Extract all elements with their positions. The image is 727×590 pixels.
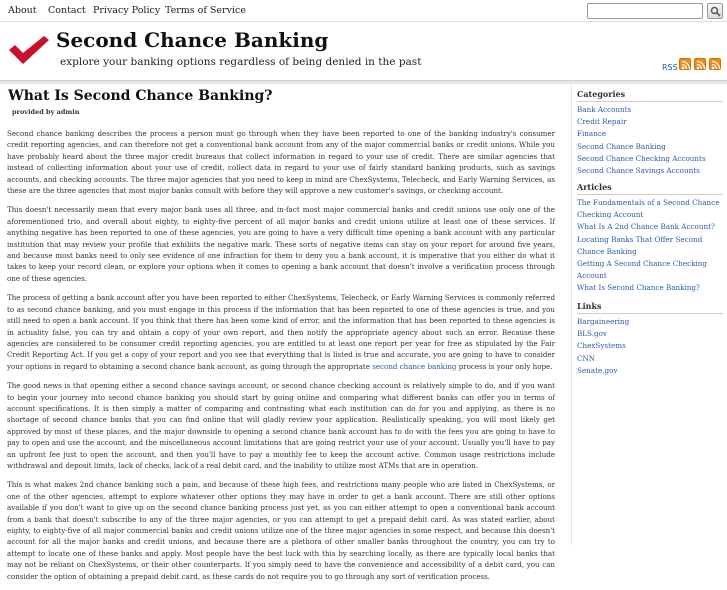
category-link[interactable]: Credit Repair [577,117,627,127]
post-paragraph: The good news is that opening either a second chance savings account, or second chance checking account is relatively simple to do, and if you want to begin your journey into second chance banking you should start by going online and comparing what different banks can offer you in terms of account specifications. It is then simply a matter of comparing and contrasting what each institution can do for you and applying, as there is no shortage of second chance banks that you can find online that will gladly review your application. Realistically speaking, you will most likely get approved by most of these places, and the major downside to opening a second chance bank account has to do with the fees you are going to have to pay to open and use the account, and the miscellaneous account limitations that are going restrict your use of your account. Usually you'll have to pay an upfront fee just to open the account, and then you'll have to pay a monthly fee to keep the account active. Common usage restrictions include withdrawal and deposit limits, lack of checks, lack of a real debit card, and the inability to utilize most ATMs that are in operation. [7,381,555,470]
site-tagline: explore your banking options regardless of being denied in the past [60,56,422,68]
post-meta-prefix: provided by [12,108,55,116]
blogroll-link[interactable]: ChexSystems [577,341,626,351]
articles-heading: Articles [577,182,723,195]
categories-widget [577,89,723,177]
rss-label[interactable]: RSS [662,63,678,72]
main-content [0,84,565,581]
blogroll-link[interactable]: Senate.gov [577,365,618,375]
article-link[interactable]: What Is A 2nd Chance Bank Account? [577,222,715,232]
nav-link-terms-of-service[interactable]: Terms of Service [165,5,246,16]
site-title[interactable]: Second Chance Banking [56,28,329,52]
category-link[interactable]: Finance [577,129,607,139]
checkmark-icon[interactable] [8,35,50,65]
top-nav [0,0,727,22]
site-header [0,22,727,76]
category-link[interactable]: Bank Accounts [577,105,632,114]
rss-comments-icon[interactable] [694,58,706,70]
post-paragraph [7,292,555,372]
post-paragraph: Second chance banking describes the process a person must go through when they have been reported to one of the banking industry's consumer credit reporting agencies, and can therefore not get a conventional bank account from any of the major commercial banks or credit unions. While you have probably heard about the three major credit bureaus that collect information in regard to your use of credit. There are similar agencies that instead of collecting information about your use of credit, collect data in regard to your use of fairly standard banking products, such as savings accounts, and checking accounts. The three major agencies that you need to keep in mind are ChexSystems, Telecheck, and Early Warning Services, as these are the three agencies that most major banks consult with before they will approve a new customer's savings, or checking account. [7,129,555,196]
rss-email-icon[interactable] [709,58,721,70]
search-icon [710,6,721,17]
post-author: admin [56,108,80,116]
nav-link-contact[interactable]: Contact [48,5,86,16]
article-link[interactable]: The Fundamentals of a Second Chance Checking Account [577,198,720,220]
search-button[interactable] [707,3,723,19]
article-link[interactable]: Locating Banks That Offer Second Chance Banking [577,234,703,256]
category-link[interactable]: Second Chance Savings Accounts [577,166,700,176]
category-link[interactable]: Second Chance Banking [577,141,666,151]
post-title[interactable]: What Is Second Chance Banking? [8,88,273,104]
rss-feed-icon[interactable] [679,58,691,70]
paragraph-text: The process of getting a bank account after you have been reported to either ChexSystems, Telecheck, or Early Warning Services is commonly referred to as second chance banking, and you must engage in this process if the information that has been reported to one of these agencies is true, and you still need to open a bank account. If you think that there has been some kind of error, and the information that has been reported to these agencies is in actuality false, you can try and obtain a copy of your own report, and then notify the appropriate agency about such an error. Because these agencies are considered to be consumer credit reporting agencies, you are entitled to at least one report per year for free as stipulated by the Fair Credit Reporting Act. If you get a copy of your report and you see that everything that is listed is true and accurate, you are going to have to consider your options in regard to obtaining a second chance bank account, as going through the appropriate [7,293,555,371]
article-link[interactable]: Getting A Second Chance Checking Account [577,259,708,281]
blogroll-link[interactable]: BLS.gov [577,329,607,339]
post-body [7,128,555,590]
search-input[interactable] [587,3,703,19]
sidebar [571,84,727,545]
nav-link-about[interactable]: About [8,5,37,16]
paragraph-text: process is your only hope. [456,361,553,371]
articles-widget [577,182,723,295]
blogroll-link[interactable]: Bargaineering [577,317,630,326]
links-widget [577,301,723,377]
article-link[interactable]: What Is Second Chance Banking? [577,283,700,293]
post-paragraph: This doesn't necessarily mean that every major bank uses all three, and in-fact most major commercial banks and credit unions use only one of the aforementioned trio, and overall about eighty, to eighty-five percent of all major banks and credit unions utilize at least one of these services. If anything negative has been reported to one of these agencies, you are going to have a very difficult time opening a bank account with any particular institution that may review your profile that exhibits the negative mark. These sorts of negative items can stay on your report for around five years, and because most banks need to only see evidence of one infraction for them to deny you a bank account, it is imperative that you either do what it takes to keep your record clean, or explore your options when it comes to opening a bank account that doesn't involve a verification process through one of these agencies. [7,205,555,283]
categories-heading: Categories [577,89,723,102]
post-paragraph: This is what makes 2nd chance banking such a pain, and because of these high fees, and restrictions many people who are listed in ChexSystems, or one of the other agencies, attempt to explore whatever other options they may have in order to get a bank account. There are still other options available if you don't want to give up on the second chance banking process just yet, as you can either attempt to open a conventional bank account from a bank that doesn't subscribe to any of the three major agencies, or you can attempt to get a prepaid debit card. As was stated earlier, about eighty, to eighty-five of all major commercial banks and credit unions utilize one of the three major agencies in some respect, and because this doesn't account for all the major banks and credit unions, and because there are a plethora of other smaller banks throughout the country, you can try to attempt to locate one of these banks and apply. Most people have the best luck with this by searching locally, as there are typically local banks that may not be reliant on ChexSystems, or their other counterparts. If you simply need to have the convenience and accessibility of a debit card, you can consider the option of obtaining a prepaid debit card, as these cards do not require you to go through any sort of verification process. [7,480,555,581]
links-heading: Links [577,301,723,314]
post-meta [12,108,79,116]
category-link[interactable]: Second Chance Checking Accounts [577,153,706,163]
nav-link-privacy-policy[interactable]: Privacy Policy [93,5,161,16]
second-chance-banking-link[interactable]: second chance banking [372,361,457,371]
blogroll-link[interactable]: CNN [577,353,596,363]
